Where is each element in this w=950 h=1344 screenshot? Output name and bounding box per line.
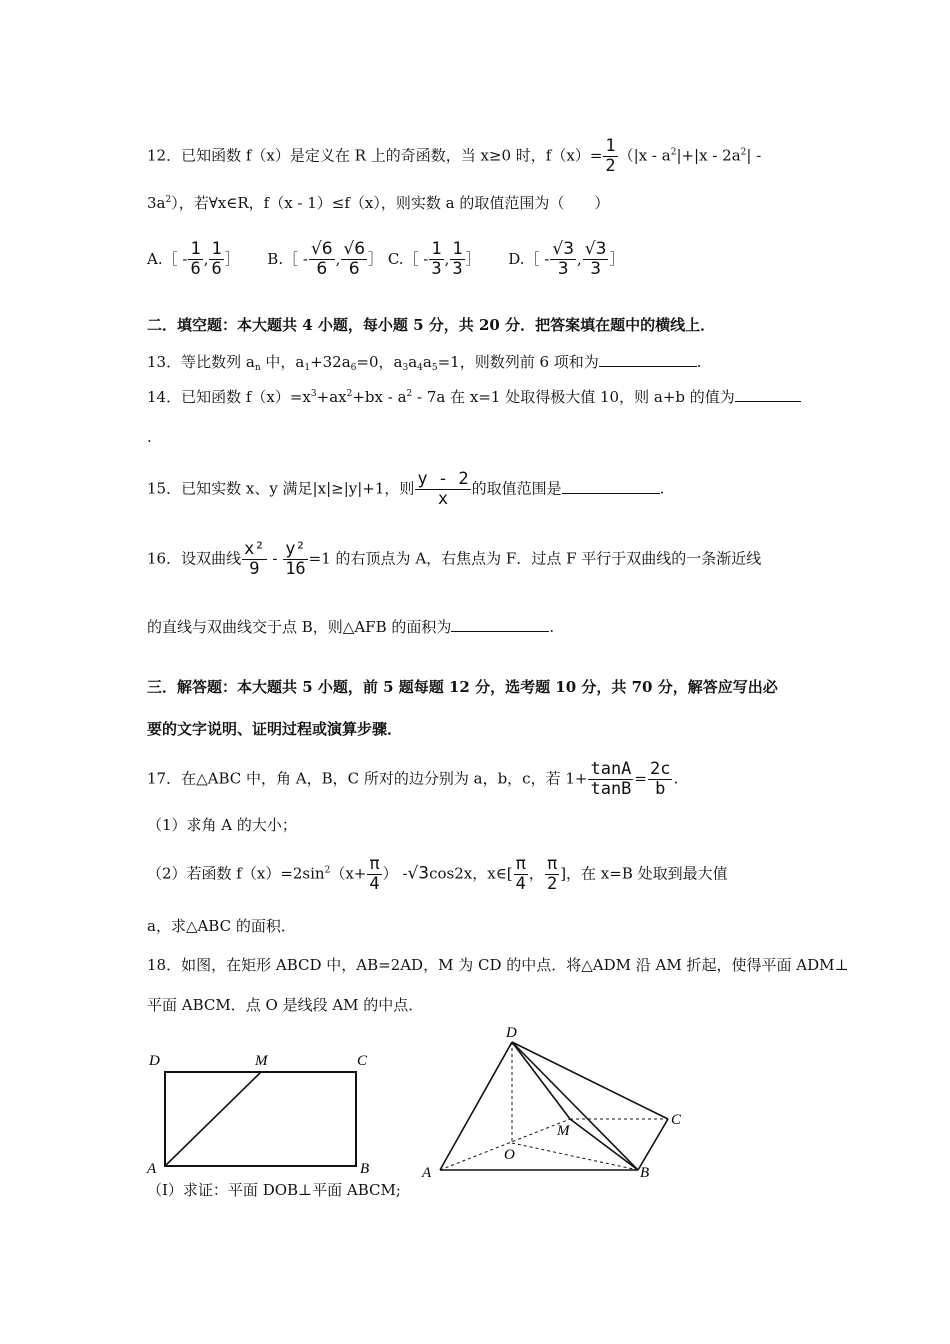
label-c: C: [671, 1112, 682, 1128]
label-a: A: [422, 1165, 432, 1180]
q18-part1: （Ⅰ）求证：平面 DOB⊥平面 ABCM;: [147, 1181, 401, 1199]
label-d: D: [506, 1025, 517, 1041]
option-c[interactable]: C.［ - $\frac{1}{3}$ , $\frac{1}{3}$ ］: [387, 239, 481, 279]
fraction-y-minus-2-over-x: $\frac{y - 2}{x}$: [417, 469, 469, 509]
label-c: C: [357, 1053, 368, 1069]
section-2-heading: 二．填空题：本大题共 4 小题，每小题 5 分，共 20 分．把答案填在题中的横线上．: [147, 316, 716, 334]
q17-part2: （2）若函数 $f(x)=2\sin^2(x+$ $\frac{\pi}{4}$ ） -√3cos2x，x∈[ $\frac{\pi}{4}$ ， $\frac{\pi}{2}$ ]，在 x=B 处取到最大值: [147, 854, 728, 894]
figure-rectangle: [145, 1045, 385, 1180]
answer-blank-14[interactable]: [735, 387, 801, 402]
label-o: O: [504, 1147, 515, 1163]
label-b: B: [360, 1161, 370, 1177]
q16-line1: 16．设双曲线 $\frac{\text{x²}}{9}$ - $\frac{\text{y²}}{16}$ =1 的右顶点为 A，右焦点为 F．过点 F 平行于双曲线的一条渐近线: [147, 539, 762, 579]
edge-mb: [570, 1119, 638, 1170]
q12-line2: $3a^2$），若∀x∈R，f（x - 1）≤f（x），则实数 a 的取值范围为（ ）: [147, 194, 610, 212]
label-a: A: [147, 1161, 157, 1177]
q16-line2: 的直线与双曲线交于点 B，则△AFB 的面积为 .: [147, 618, 555, 636]
answer-blank-15[interactable]: [562, 479, 660, 494]
q15: 15．已知实数 x、y 满足|x|≥|y|+1，则 $\frac{y - 2}{x}$ 的取值范围是 .: [147, 469, 665, 509]
section-3-heading-line2: 要的文字说明、证明过程或演算步骤．: [147, 720, 403, 738]
segment-am: [165, 1072, 261, 1166]
q14: 14．已知函数 $f(x)=x^3+ax^2+bx - a^2 - 7a$ 在 x=1 处取得极大值 10，则 a+b 的值为: [147, 387, 801, 407]
q17-part2-line2: a，求△ABC 的面积．: [147, 917, 296, 935]
option-b[interactable]: B.［ - $\frac{√6}{6}$ , $\frac{√6}{6}$ ］: [267, 239, 384, 279]
option-d[interactable]: D.［ - $\frac{√3}{3}$ , $\frac{√3}{3}$ ］: [508, 239, 625, 279]
q12-options: [147, 240, 624, 279]
q18-line1: 18．如图，在矩形 ABCD 中，AB=2AD，M 为 CD 的中点．将△ADM 沿 AM 折起，使得平面 ADM⊥: [147, 956, 849, 974]
rectangle-abcd: [165, 1072, 356, 1166]
edge-bc: [638, 1119, 668, 1170]
label-m: M: [557, 1123, 570, 1139]
label-m: M: [255, 1053, 268, 1069]
edge-da: [440, 1042, 512, 1170]
answer-blank-16[interactable]: [451, 617, 549, 632]
label-b: B: [640, 1165, 650, 1180]
q12-line1: 12．已知函数 f（x）是定义在 R 上的奇函数，当 x≥0 时，f（x）= $\frac{1}{2}$ （$|x - a^2|+|x - 2a^2|$ -: [147, 136, 762, 176]
figure-pyramid: [420, 1025, 690, 1180]
label-d: D: [149, 1053, 160, 1069]
q13: 13．等比数列 $a_n$ 中，$a_1+32a_6=0$，$a_3a_4a_5=1$，则数列前 6 项和为 .: [147, 353, 702, 373]
section-3-heading-line1: 三．解答题：本大题共 5 小题，前 5 题每题 12 分，选考题 10 分，共 70 分，解答应写出必: [147, 678, 778, 696]
edge-dm: [512, 1042, 570, 1119]
answer-blank-13[interactable]: [599, 352, 697, 367]
q17-part1: （1）求角 A 的大小；: [147, 816, 297, 834]
fraction-one-half: $\frac{1}{2}$: [605, 136, 616, 176]
edge-dc: [512, 1042, 668, 1119]
edge-db: [512, 1042, 638, 1170]
q18-line2: 平面 ABCM．点 O 是线段 AM 的中点．: [147, 996, 424, 1014]
q17-stem: 17．在△ABC 中，角 A，B，C 所对的边分别为 a，b，c，若 1+ $\frac{\tan A}{\tan B}$ = $\frac{2c}{b}$ .: [147, 759, 679, 799]
q14-dot: .: [147, 428, 152, 446]
option-a[interactable]: A.［ - $\frac{1}{6}$ , $\frac{1}{6}$ ］: [147, 239, 240, 279]
